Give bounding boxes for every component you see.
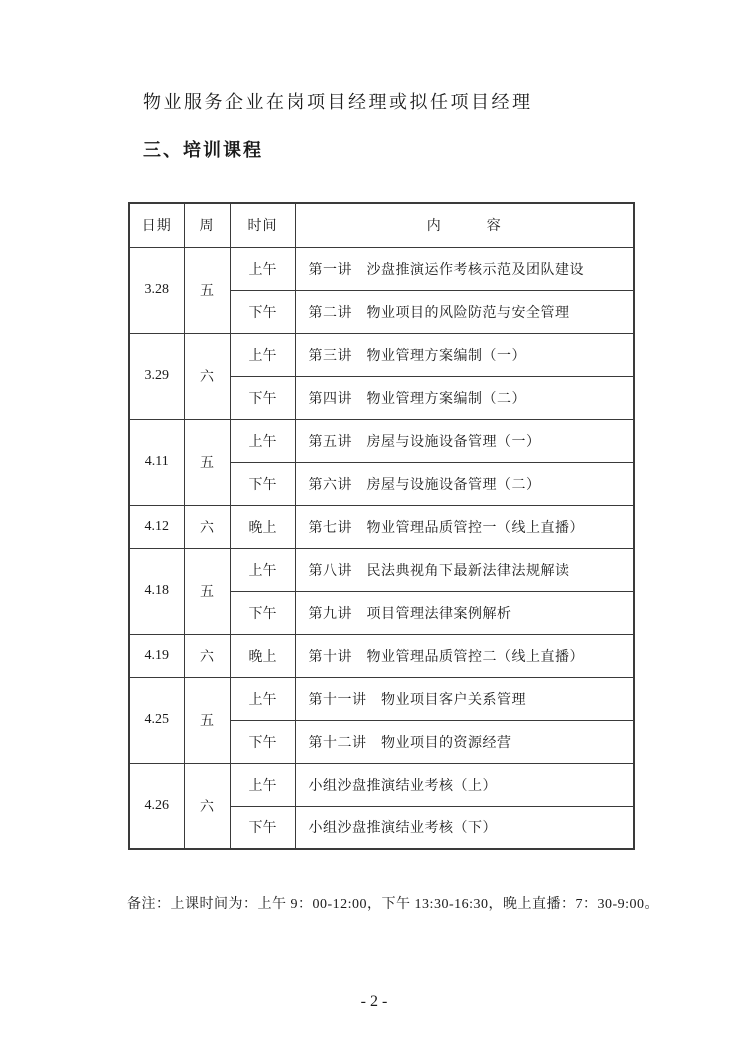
content-cell: 第五讲 房屋与设施设备管理（一） bbox=[295, 419, 634, 462]
content-cell: 第二讲 物业项目的风险防范与安全管理 bbox=[295, 290, 634, 333]
content-cell: 小组沙盘推演结业考核（下） bbox=[295, 806, 634, 849]
content-cell: 第一讲 沙盘推演运作考核示范及团队建设 bbox=[295, 247, 634, 290]
table-header-week: 周 bbox=[184, 203, 230, 247]
table-row bbox=[129, 677, 634, 720]
content-cell: 第七讲 物业管理品质管控一（线上直播） bbox=[295, 505, 634, 548]
content-cell: 第三讲 物业管理方案编制（一） bbox=[295, 333, 634, 376]
date-cell: 4.19 bbox=[129, 634, 184, 677]
time-cell: 下午 bbox=[230, 806, 295, 849]
table-header-time: 时间 bbox=[230, 203, 295, 247]
table-row bbox=[129, 505, 634, 548]
table-row bbox=[129, 634, 634, 677]
week-cell: 五 bbox=[184, 677, 230, 763]
page-number: - 2 - bbox=[360, 993, 388, 1010]
time-cell: 下午 bbox=[230, 290, 295, 333]
week-cell: 六 bbox=[184, 333, 230, 419]
time-cell: 上午 bbox=[230, 763, 295, 806]
table-row bbox=[129, 419, 634, 462]
table-header-content: 内 容 bbox=[295, 203, 634, 247]
section-heading: 三、培训课程 bbox=[143, 140, 263, 160]
content-cell: 第六讲 房屋与设施设备管理（二） bbox=[295, 462, 634, 505]
date-cell: 3.29 bbox=[129, 333, 184, 419]
table-row bbox=[129, 247, 634, 290]
date-cell: 3.28 bbox=[129, 247, 184, 333]
content-cell: 第四讲 物业管理方案编制（二） bbox=[295, 376, 634, 419]
week-cell: 五 bbox=[184, 419, 230, 505]
table-header-date: 日期 bbox=[129, 203, 184, 247]
time-cell: 上午 bbox=[230, 677, 295, 720]
date-cell: 4.11 bbox=[129, 419, 184, 505]
week-cell: 五 bbox=[184, 247, 230, 333]
course-table bbox=[128, 202, 635, 850]
table-row bbox=[129, 763, 634, 806]
content-cell: 第八讲 民法典视角下最新法律法规解读 bbox=[295, 548, 634, 591]
time-cell: 上午 bbox=[230, 247, 295, 290]
time-cell: 晚上 bbox=[230, 634, 295, 677]
date-cell: 4.18 bbox=[129, 548, 184, 634]
content-cell: 小组沙盘推演结业考核（上） bbox=[295, 763, 634, 806]
time-cell: 晚上 bbox=[230, 505, 295, 548]
content-cell: 第九讲 项目管理法律案例解析 bbox=[295, 591, 634, 634]
content-cell: 第十二讲 物业项目的资源经营 bbox=[295, 720, 634, 763]
time-cell: 上午 bbox=[230, 419, 295, 462]
time-cell: 下午 bbox=[230, 591, 295, 634]
date-cell: 4.12 bbox=[129, 505, 184, 548]
table-row bbox=[129, 548, 634, 591]
time-cell: 上午 bbox=[230, 548, 295, 591]
time-cell: 下午 bbox=[230, 376, 295, 419]
note-text: 备注：上课时间为：上午 9：00-12:00，下午 13:30-16:30，晚上直播：7：30-9:00。 bbox=[127, 897, 660, 912]
week-cell: 六 bbox=[184, 634, 230, 677]
time-cell: 下午 bbox=[230, 462, 295, 505]
time-cell: 下午 bbox=[230, 720, 295, 763]
date-cell: 4.25 bbox=[129, 677, 184, 763]
week-cell: 六 bbox=[184, 763, 230, 849]
table-header-row bbox=[129, 203, 634, 247]
time-cell: 上午 bbox=[230, 333, 295, 376]
table-row bbox=[129, 333, 634, 376]
content-cell: 第十一讲 物业项目客户关系管理 bbox=[295, 677, 634, 720]
date-cell: 4.26 bbox=[129, 763, 184, 849]
page-title: 物业服务企业在岗项目经理或拟任项目经理 bbox=[143, 92, 533, 112]
week-cell: 六 bbox=[184, 505, 230, 548]
content-cell: 第十讲 物业管理品质管控二（线上直播） bbox=[295, 634, 634, 677]
week-cell: 五 bbox=[184, 548, 230, 634]
